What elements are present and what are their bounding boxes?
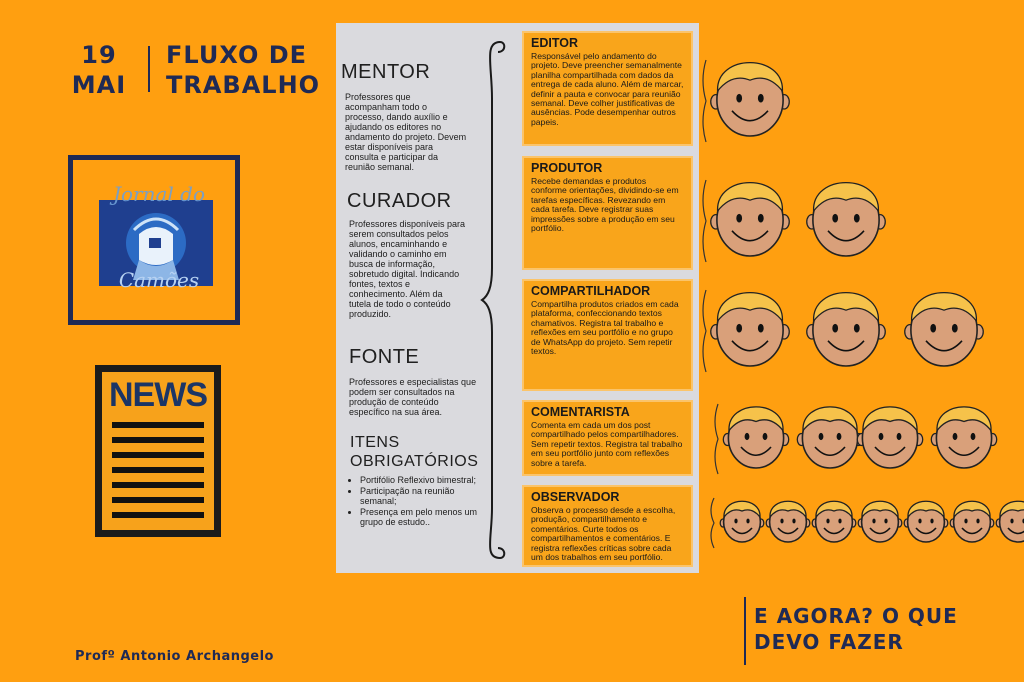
smiley-face-icon xyxy=(857,407,922,468)
smiley-face-icon xyxy=(996,501,1024,542)
required-items-list xyxy=(348,475,478,528)
date-month: MAI xyxy=(71,71,127,99)
news-line xyxy=(112,452,204,458)
role-text: Responsável pelo andamento do projeto. Deve preencher semanalmente planilha compartilhada com dados da entrega de cada aluno. Além de marcar, definir a pauta e convocar para reunião semanal. Deve colher justificativas de ausências. Pode desempenhar outros papeis. xyxy=(531,51,684,127)
list-item: • Presença em pelo menos um grupo de estudo.. xyxy=(360,507,478,527)
smiley-face-icon xyxy=(807,183,885,256)
squiggle-bracket-icon xyxy=(715,404,718,474)
logo-text-bottom: Camões xyxy=(118,268,200,292)
news-line xyxy=(112,482,204,488)
smiley-face-icon xyxy=(720,501,764,542)
faces-illustration xyxy=(700,40,1024,560)
role-title: PRODUTOR xyxy=(531,161,603,175)
list-item: • Portifólio Reflexivo bimestral; xyxy=(360,475,478,485)
list-item: • Participação na reunião semanal; xyxy=(360,486,478,506)
section-text-fonte: Professores e especialistas que podem ser consultados na produção de conteúdo específico na sua área. xyxy=(349,377,477,417)
smiley-face-icon xyxy=(931,407,996,468)
smiley-face-icon xyxy=(711,63,789,136)
closing-question xyxy=(754,603,958,655)
header-divider xyxy=(148,46,150,92)
smiley-face-icon xyxy=(905,293,983,366)
question-divider xyxy=(744,597,746,665)
section-title-mentor: MENTOR xyxy=(341,61,431,83)
smiley-face-icon xyxy=(723,407,788,468)
section-text-mentor: Professores que acompanham todo o processo, dando auxílio e ajudando os editores no andamento do projeto. Devem estar disponíveis para consulta e participar da reunião semanal. xyxy=(345,92,467,172)
question-line-2: DEVO FAZER xyxy=(754,630,904,654)
news-line xyxy=(112,467,204,473)
squiggle-bracket-icon xyxy=(711,498,714,548)
smiley-face-icon xyxy=(904,501,948,542)
role-title: COMPARTILHADOR xyxy=(531,284,651,298)
role-card-produtor xyxy=(522,156,693,270)
smiley-face-icon xyxy=(797,407,862,468)
title-line-1: FLUXO DE xyxy=(166,41,308,69)
section-text-curador: Professores disponíveis para serem consultados pelos alunos, encaminhando e validando o caminho em busca de informação, sobretudo digital. Indicando fontes, textos e conhecimento. Além da tutela de todo o conteúdo produzido. xyxy=(349,219,466,319)
items-title-line-2: OBRIGATÓRIOS xyxy=(350,453,479,470)
question-line-1: E AGORA? O QUE xyxy=(754,604,958,628)
smiley-face-icon xyxy=(950,501,994,542)
news-line xyxy=(112,497,204,503)
section-title-curador: CURADOR xyxy=(347,190,452,212)
role-card-compartilhador xyxy=(522,279,693,391)
squiggle-bracket-icon xyxy=(703,180,706,262)
squiggle-bracket-icon xyxy=(703,290,706,372)
news-icon xyxy=(95,365,221,537)
role-text: Recebe demandas e produtos conforme orientações, dividindo-se em tarefas específicas. Revezando em cada tarefa. Deve registrar suas impressões sobre a produção em seu portfólio. xyxy=(531,176,679,234)
curly-brace-icon xyxy=(478,38,508,563)
news-line xyxy=(112,437,204,443)
role-card-comentarista xyxy=(522,400,693,476)
smiley-face-icon xyxy=(711,183,789,256)
smiley-face-icon xyxy=(812,501,856,542)
smiley-face-icon xyxy=(766,501,810,542)
role-text: Comenta em cada um dos post compartilhado pelos compartilhadores. Sem repetir textos. Registra tal trabalho em seu portfólio junto com reflexões sobre a tarefa. xyxy=(531,420,683,468)
date-day: 19 xyxy=(81,41,117,69)
role-text: Compartilha produtos criados em cada plataforma, confeccionando textos chamativos. Registra tal trabalho e reflexões em seu portfólio e no grupo de WhatsApp do projeto. Sem repetir textos. xyxy=(531,299,679,357)
logo-text-top: Jornal do xyxy=(112,182,206,206)
role-title: OBSERVADOR xyxy=(531,490,620,504)
date xyxy=(66,40,132,100)
author-credit: Profº Antonio Archangelo xyxy=(75,649,274,664)
smiley-face-icon xyxy=(711,293,789,366)
title-line-2: TRABALHO xyxy=(166,71,321,99)
items-title xyxy=(350,433,478,471)
smiley-face-icon xyxy=(858,501,902,542)
news-word: NEWS xyxy=(109,376,207,414)
news-line xyxy=(112,512,204,518)
role-text: Observa o processo desde a escolha, produção, compartilhamento e comentários. Curte todos os compartilhamentos e comentários. E registra reflexões críticas sobre cada um dos trabalhos em seu portfólio. xyxy=(531,505,676,563)
role-title: EDITOR xyxy=(531,36,578,50)
smiley-face-icon xyxy=(807,293,885,366)
role-card-observador xyxy=(522,485,693,567)
page-title xyxy=(166,40,320,100)
items-title-line-1: ITENS xyxy=(350,434,400,451)
news-line xyxy=(112,422,204,428)
squiggle-bracket-icon xyxy=(703,60,706,142)
role-title: COMENTARISTA xyxy=(531,405,630,419)
section-title-fonte: FONTE xyxy=(349,346,420,368)
logo-frame xyxy=(68,155,240,325)
role-card-editor xyxy=(522,31,693,146)
